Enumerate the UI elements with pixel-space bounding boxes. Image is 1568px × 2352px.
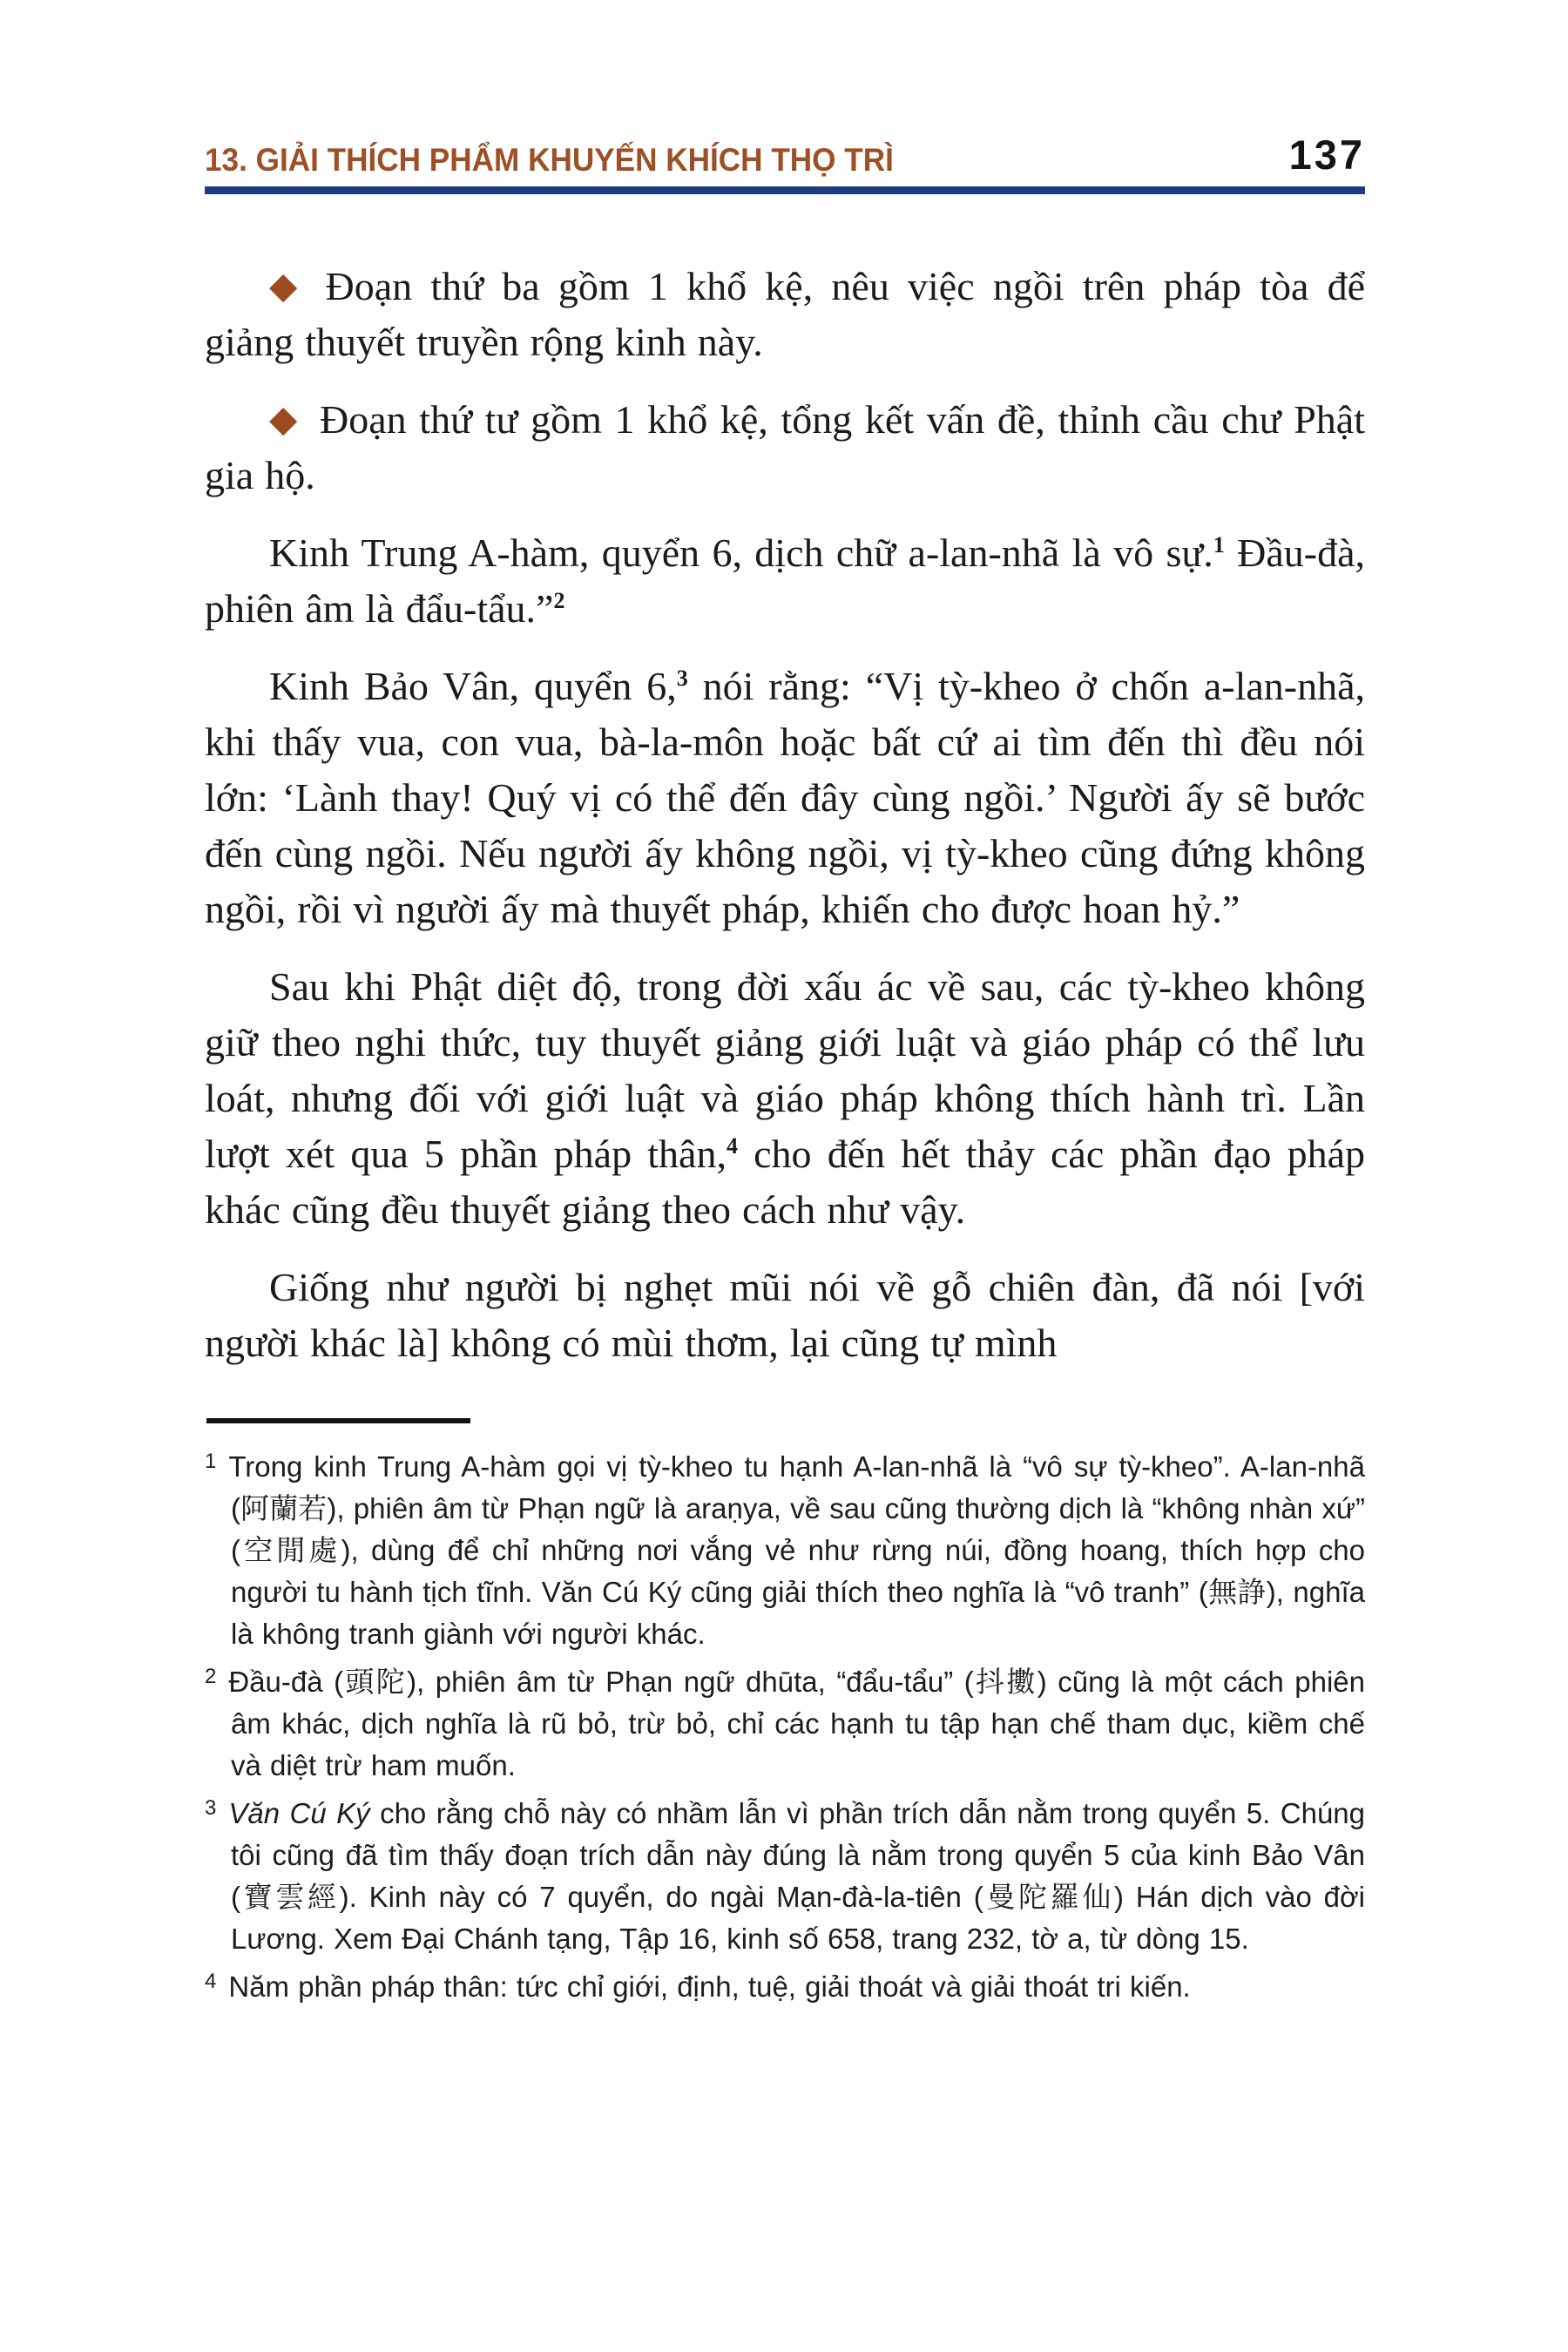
footnote-item (205, 1966, 1365, 2008)
footnote-ref: 4 (726, 1133, 738, 1159)
text-run: Kinh Bảo Vân, quyển 6, (269, 664, 677, 708)
text-run: Giống như người bị nghẹt mũi nói về gỗ chiên đàn, đã nói [với người khác là] không có mùi thơm, lại cũng tự mình (205, 1265, 1365, 1365)
body-text (205, 259, 1365, 1371)
text-run: Đoạn thứ tư gồm 1 khổ kệ, tổng kết vấn đề, thỉnh cầu chư Phật gia hộ. (205, 397, 1365, 497)
body-paragraph (205, 1260, 1365, 1371)
footnote-ref: 1 (1213, 532, 1225, 558)
body-paragraph (205, 659, 1365, 937)
diamond-bullet-icon: ◆ (269, 267, 305, 307)
text-run: cho đến hết thảy các phần đạo pháp khác cũng đều thuyết giảng theo cách như vậy. (205, 1132, 1365, 1232)
text-run: Đoạn thứ ba gồm 1 khổ kệ, nêu việc ngồi trên pháp tòa để giảng thuyết truyền rộng kinh này. (205, 264, 1365, 364)
footnote-number: 2 (205, 1665, 217, 1688)
body-paragraph (205, 959, 1365, 1238)
text-run: Đầu-đà, phiên âm là đẩu-tẩu.” (205, 531, 1365, 631)
footnote-list (205, 1446, 1365, 2008)
bullet-paragraph (205, 392, 1365, 504)
diamond-bullet-icon: ◆ (269, 400, 299, 440)
footnote-separator (206, 1418, 470, 1423)
footnotes-section (205, 1418, 1365, 2008)
footnote-number: 1 (205, 1450, 217, 1473)
text-run: Trong kinh Trung A-hàm gọi vị tỳ-kheo tu hạnh A-lan-nhã là “vô sự tỳ-kheo”. A-lan-nhã (阿蘭若), phiên âm từ Phạn ngữ là araṇya, về sau cũng thường dịch là “không nhàn xứ” (空閒處), dùng để chỉ những nơi vắng vẻ như rừng núi, đồng hoang, thích hợp cho người tu hành tịch tĩnh. Văn Cú Ký cũng giải thích theo nghĩa là “vô tranh” (無諍), nghĩa là không tranh giành với người khác. (228, 1450, 1365, 1650)
text-run: cho rằng chỗ này có nhầm lẫn vì phần trích dẫn nằm trong quyển 5. Chúng tôi cũng đã tìm thấy đoạn trích dẫn này đúng là nằm trong quyển 5 của kinh Bảo Vân (寶雲經). Kinh này có 7 quyển, do ngài Mạn-đà-la-tiên (曼陀羅仙) Hán dịch vào đời Lương. Xem Đại Chánh tạng, Tập 16, kinh số 658, trang 232, tờ a, từ dòng 15. (231, 1797, 1366, 1955)
text-run: Sau khi Phật diệt độ, trong đời xấu ác về sau, các tỳ-kheo không giữ theo nghi thức, tuy thuyết giảng giới luật và giáo pháp có thể lưu loát, nhưng đối với giới luật và giáo pháp không thích hành trì. Lần lượt xét qua 5 phần pháp thân, (205, 964, 1365, 1176)
bullet-paragraph (205, 259, 1365, 370)
footnote-item (205, 1446, 1365, 1655)
footnote-item (205, 1793, 1365, 1960)
footnote-number: 4 (205, 1970, 217, 1993)
footnote-ref: 2 (553, 588, 565, 613)
page-header (205, 131, 1365, 179)
text-run: Kinh Trung A-hàm, quyển 6, dịch chữ a-lan-nhã là vô sự. (269, 531, 1213, 575)
body-paragraph (205, 525, 1365, 637)
chapter-title: 13. GIẢI THÍCH PHẨM KHUYẾN KHÍCH THỌ TRÌ (205, 142, 894, 178)
italic-title-text: Văn Cú Ký (228, 1797, 370, 1829)
text-run: Đầu-đà (頭陀), phiên âm từ Phạn ngữ dhūta, “đẩu-tẩu” (抖擻) cũng là một cách phiên âm khác, dịch nghĩa là rũ bỏ, trừ bỏ, chỉ các hạnh tu tập hạn chế tham dục, kiềm chế và diệt trừ ham muốn. (228, 1666, 1365, 1781)
footnote-number: 3 (205, 1796, 217, 1820)
footnote-ref: 3 (676, 666, 688, 691)
page-number: 137 (1288, 132, 1365, 178)
header-rule-divider (205, 186, 1365, 194)
footnote-item (205, 1661, 1365, 1787)
text-run: Năm phần pháp thân: tức chỉ giới, định, tuệ, giải thoát và giải thoát tri kiến. (228, 1970, 1191, 2003)
text-run: nói rằng: “Vị tỳ-kheo ở chốn a-lan-nhã, khi thấy vua, con vua, bà-la-môn hoặc bất cứ ai tìm đến thì đều nói lớn: ‘Lành thay! Quý vị có thể đến đây cùng ngồi.’ Người ấy sẽ bước đến cùng ngồi. Nếu người ấy không ngồi, vị tỳ-kheo cũng đứng không ngồi, rồi vì người ấy mà thuyết pháp, khiến cho được hoan hỷ.” (205, 664, 1366, 931)
